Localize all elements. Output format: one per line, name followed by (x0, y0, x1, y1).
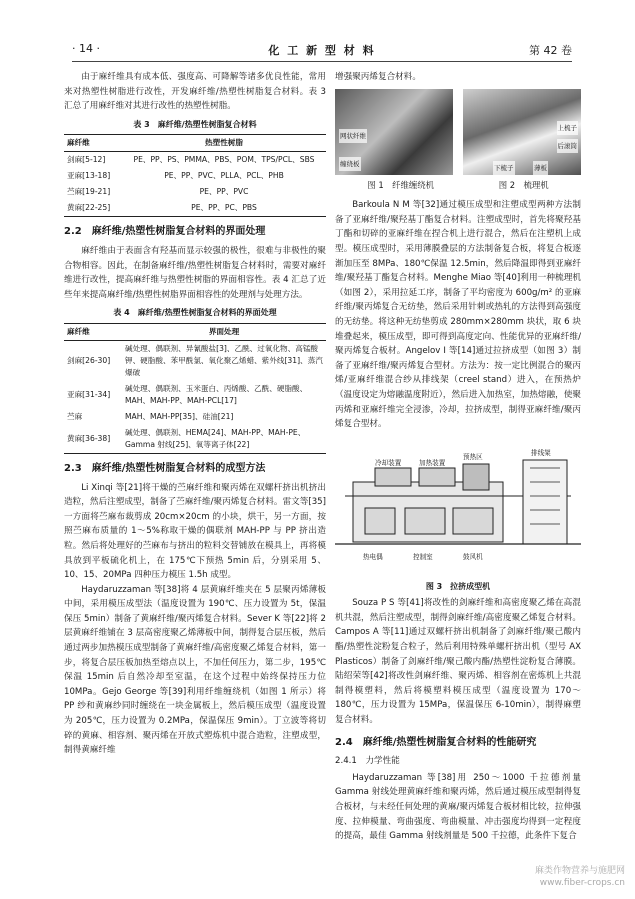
figure3-diagram (335, 438, 581, 576)
table-cell: 碱处理、偶联剂、玉米蛋白、丙烯酸、乙酰、硬脂酸、MAH、MAH-PP、MAH-PCL[17] (125, 383, 308, 405)
figure-label: 后滚筒 (557, 139, 579, 154)
table-cell: PE、PP、PS、PMMA、PBS、POM、TPS/PCL、SBS (133, 155, 315, 165)
table-cell: 剑麻[26-30] (67, 355, 111, 365)
section-2-3-heading: 2.3 麻纤维/热塑性树脂复合材料的成型方法 (64, 462, 266, 474)
intro-paragraph: 由于麻纤维具有成本低、强度高、可降解等诸多优良性能，常用来对热塑性树脂进行改性，开发麻纤维/热塑性树脂复合材料。表 3 汇总了用麻纤维对其进行改性的热塑性树脂。 (64, 72, 326, 112)
table-cell: 黄麻[36-38] (67, 433, 111, 443)
table-cell: PE、PP、PVC、PLLA、PCL、PHB (164, 171, 284, 181)
section-2-3-paragraph-1: Li Xinqi 等[21]将干燥的苎麻纤维和聚丙烯在双螺杆挤出机挤出造粒，然后注塑成型，制备了苎麻纤维/聚丙烯复合材料。雷文等[35]一方面将苎麻布裁剪成 20cm×20cm 的小块，烘干，另一方面，按照苎麻布质量的 1～5%称取干燥的偶联剂 MAH-PP 与 PP 挤出造粒。然后将处理好的苎麻布与挤出的粒料交替铺放在模具上，再将模具放到平板硫化机上，在 175℃下预热 5min 后，分别采用 5、10、15、20MPa 四种压力模压 1.5h 成型。 (64, 482, 326, 581)
watermark (535, 865, 625, 889)
table-cell: PE、PP、PC、PBS (191, 203, 257, 213)
table-row (64, 381, 326, 409)
table3-caption: 表 3 麻纤维/热塑性树脂复合材料 (133, 119, 257, 129)
volume-number: 第 42 卷 (529, 44, 572, 57)
figure-row (335, 89, 581, 175)
page-number: · 14 · (72, 42, 100, 55)
right-paragraph-2: Souza P S 等[41]将改性的剑麻纤维和高密度聚乙烯在高混机共混，然后注塑成型，制得剑麻纤维/高密度聚乙烯复合材料。Campos A 等[11]通过双螺杆挤出机制备了剑麻纤维/聚己酸内酯/热塑性淀粉复合粒子，然后利用特殊单螺杆挤出机（型号 AX Plasticos）制备了剑麻纤维/聚己酸内酯/热塑性淀粉复合薄膜。陆绍荣等[42]将改性剑麻纤维、聚丙烯、相容剂在密炼机上共混制得模塑料，然后将模塑料模压成型（温度设置为 170～180℃，压力设置为 15MPa，保温保压 6-10min），制得麻塑复合材料。 (335, 598, 581, 726)
section-2-2-paragraph: 麻纤维由于表面含有羟基而显示较强的极性，很难与非极性的聚合物相容。因此，在制备麻纤维/热塑性树脂复合材料时，需要对麻纤维进行改性，提高麻纤维与热塑性树脂的界面相容性。表 4 汇总了近些年来提高麻纤维/热塑性树脂界面相容性的处理剂与处理方法。 (64, 245, 326, 300)
table-row (64, 409, 326, 425)
section-2-4-1-heading: 2.4.1 力学性能 (335, 756, 400, 767)
figure-label: 缠绕板 (339, 157, 361, 172)
table-cell: 苎麻 (67, 411, 83, 421)
figure-label: 薄板 (533, 161, 548, 176)
table-row (64, 200, 326, 217)
table-cell: 黄麻[22-25] (67, 203, 111, 213)
table-row (64, 340, 326, 381)
table-header-cell: 麻纤维 (67, 138, 90, 148)
section-2-4-1-paragraph: Haydaruzzaman 等[38]用 250～1000 千拉德剂量 Gamma 射线处理黄麻纤维和聚丙烯，然后通过模压成型制得复合板材，与未经任何处理的黄麻/聚丙烯复合板材相比较，拉伸强度、拉伸模量、弯曲强度、弯曲模量、冲击强度均得到一定程度的提高，最佳 Gamma 射线剂量是 500 千拉德，此条件下复合 (335, 772, 581, 842)
section-2-2-heading: 2.2 麻纤维/热塑性树脂复合材料的界面处理 (64, 226, 266, 238)
table-cell: 亚麻[13-18] (67, 171, 111, 181)
diagram-label: 加热装置 (419, 458, 446, 467)
table-header-row (64, 323, 326, 340)
section-2-4-heading: 2.4 麻纤维/热塑性树脂复合材料的性能研究 (335, 736, 537, 748)
watermark-line-2: www.fiber-crops.cn (539, 878, 625, 888)
figure1-caption: 图 1 纤维缠绕机 (367, 179, 434, 190)
figure2-photo (463, 89, 581, 175)
figure1-photo (335, 89, 453, 175)
diagram-label: 热电偶 (363, 552, 383, 561)
right-paragraph-1: Barkoula N M 等[32]通过模压成型和注塑成型两种方法制备了亚麻纤维/聚羟基丁酯复合材料。注塑成型时，首先将聚羟基丁酯和切碎的亚麻纤维在捏合机上进行混合，然后在注塑机上成型。模压成型时，采用薄膜叠层的方法制备复合板，将复合板逐渐加压至 8MPa、180℃保温 12.5min，然后降温即得到亚麻纤维/聚羟基丁酯复合材料。Menghe Miao 等[40]利用一种梳理机（如图 2），采用拉延工序，制备了平均密度为 600g/m² 的亚麻纤维/聚丙烯复合无纺垫，然后采用针刺或热轧的方法得到高强度的无纺垫。将这种无纺垫剪成 280mm×280mm 块状，取 6 块堆叠起来，模压成型，即可得到高度定向、性能优异的亚麻纤维/聚丙烯复合板材。Angelov I 等[14]通过拉挤成型（如图 3）制备了亚麻纤维/聚丙烯复合型材。方法为：按一定比例混合的聚丙烯/亚麻纤维混合纱从排线架（creel stand）进入，在预热炉（温度设定为熔融温度附近），然后进入加热室，加热熔融，使聚丙烯和亚麻纤维完全浸渗，冷却，拉挤成型，制得亚麻纤维/聚丙烯复合型材。 (335, 200, 581, 430)
table-header-row (64, 135, 326, 152)
table-cell: 苎麻[19-21] (67, 187, 111, 197)
table-row (64, 152, 326, 169)
table3 (64, 134, 326, 217)
watermark-line-1: 麻类作物营养与施肥网 (534, 866, 625, 876)
diagram-label: 鼓风机 (463, 552, 483, 561)
table-row (64, 184, 326, 200)
diagram-label: 控制室 (413, 552, 433, 561)
figure-label: 上梳子 (557, 121, 579, 136)
table-cell: 碱处理、偶联剂、异氰酸盐[3]、乙酰、过氧化物、高锰酸钾、硬脂酸、苯甲酰氯、氧化聚乙烯蜡、紫外线[31]、蒸汽爆破 (125, 343, 323, 377)
table-row (64, 425, 326, 454)
table-header-cell: 麻纤维 (67, 326, 90, 336)
figure-label: 下梳子 (493, 161, 515, 176)
table-cell: 碱处理、偶联剂、HEMA[24]、MAH-PP、MAH-PE、Gamma 射线[25]、氧等离子体[22] (125, 427, 306, 449)
table-cell: MAH、MAH-PP[35]、硅油[21] (125, 411, 234, 421)
journal-title: 化 工 新 型 材 料 (268, 44, 376, 57)
table-cell: 剑麻[5-12] (67, 155, 106, 165)
figure-captions (335, 178, 581, 193)
continued-text: 增强聚丙烯复合材料。 (335, 72, 421, 82)
table4 (64, 323, 326, 454)
diagram-label: 排线架 (531, 448, 551, 457)
left-column (64, 70, 326, 758)
section-2-3-paragraph-2: Haydaruzzaman 等[38]将 4 层黄麻纤维夹在 5 层聚丙烯薄板中间，采用模压成型法（温度设置为 190℃、压力设置为 5t，保温保压 5min）制备了黄麻纤维/聚丙烯复合材料。Sever K 等[22]将 2 层黄麻纤维铺在 3 层高密度聚乙烯薄板中间，制得复合层压板，然后通过两步加热模压成型制备了黄麻纤维/高密度聚乙烯复合材料，第一步，将复合层压板加热至熔点以上，不加任何压力，第二步，195℃保温 15min 后自然冷却至室温，在这个过程中始终保持压力位 10MPa。Gejo George 等[39]利用纤维缠绕机（如图 1 所示）将 PP 纱和黄麻纱同时缠绕在一块金属板上，然后模压成型（温度设置为 205℃，压力设置为 0.2MPa，保温保压 9min）。丁立波等将切碎的黄麻、相容剂、聚丙烯在开放式塑炼机中混合造粒，注塑成型，制得黄麻纤维 (64, 584, 326, 756)
table-row (64, 168, 326, 184)
table-cell: PE、PP、PVC (199, 187, 249, 197)
page-header (72, 42, 572, 60)
table-header-cell: 热塑性树脂 (205, 138, 243, 148)
diagram-label: 冷却装置 (375, 458, 402, 467)
figure2-caption: 图 2 梳理机 (498, 179, 549, 190)
right-column (335, 70, 581, 844)
table-cell: 亚麻[31-34] (67, 389, 111, 399)
figure3-caption: 图 3 拉挤成型机 (425, 581, 491, 591)
diagram-label: 预热区 (463, 452, 483, 461)
header-rule (72, 61, 572, 62)
table-header-cell: 界面处理 (208, 326, 240, 336)
figure-label: 网状纤维 (339, 129, 367, 144)
table4-caption: 表 4 麻纤维/热塑性树脂复合材料的界面处理 (113, 308, 277, 318)
